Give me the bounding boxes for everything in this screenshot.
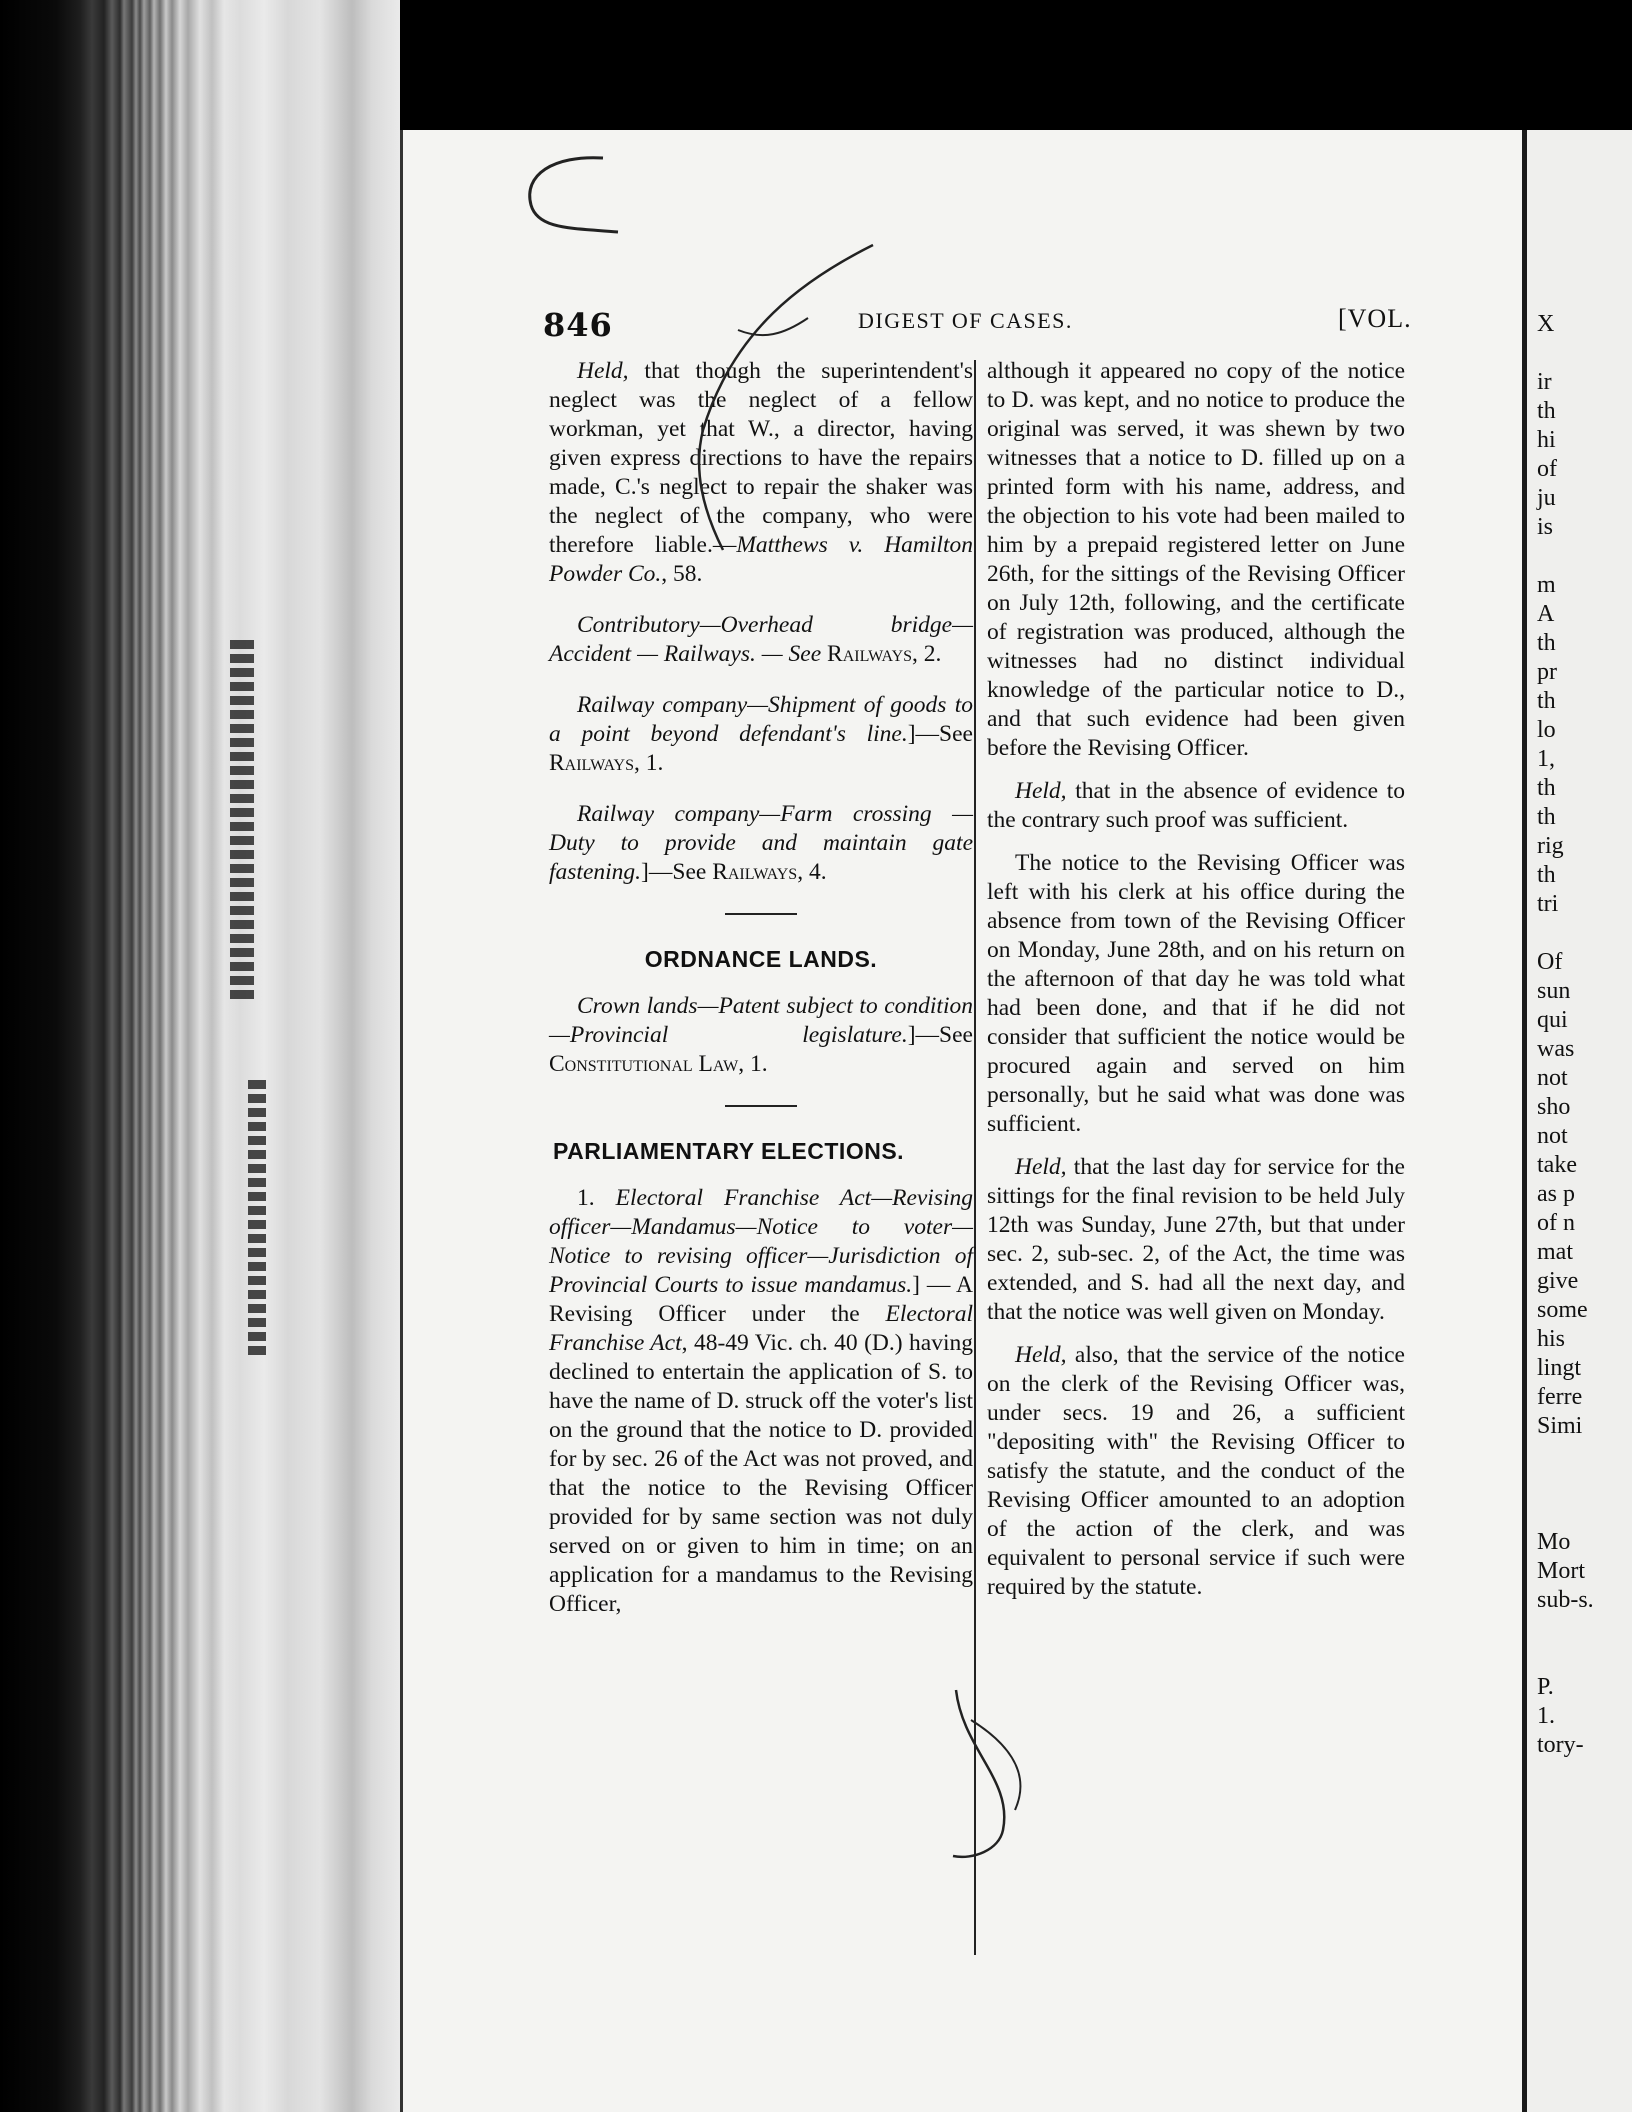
adjacent-line-fragment: th: [1537, 688, 1556, 714]
adjacent-line-fragment: th: [1537, 398, 1556, 424]
adjacent-line-fragment: is: [1537, 514, 1554, 540]
adjacent-line-fragment: pr: [1537, 659, 1557, 685]
adjacent-line-fragment: [1537, 542, 1632, 571]
adjacent-line-fragment: sho: [1537, 1094, 1571, 1120]
adjacent-line-fragment: ir: [1537, 369, 1552, 395]
book-page: [400, 130, 1525, 2112]
volume-label: [VOL.: [1338, 304, 1412, 333]
adjacent-line-fragment: Mo: [1537, 1529, 1571, 1555]
cross-reference: Crown lands—Patent subject to condition—Provincial legislature.]—See Constitutional Law, 1.: [549, 993, 973, 1077]
adjacent-line-fragment: [1537, 1615, 1632, 1644]
column-divider: [974, 360, 976, 1955]
held-paragraph: Held, that though the superintendent's neglect was the neglect of a fellow workman, yet that W., a director, having given express directions to have the repairs made, C.'s neglect to repair the shaker was the neglect of the company, who were therefore liable.—Matthews v. Hamilton Powder Co., 58.: [549, 358, 973, 587]
adjacent-line-fragment: his: [1537, 1326, 1566, 1352]
case-paragraph: The notice to the Revising Officer was left with his clerk at his office during the absence from town of the Revising Officer on Monday, June 28th, and on his return on the afternoon of that day he was told what had been done, and that if he did not consider that sufficient the notice would be procured again and served on him personally, but he said what was done was sufficient.: [987, 850, 1405, 1137]
adjacent-line-fragment: A: [1537, 601, 1555, 627]
adjacent-page-text: [1537, 310, 1632, 1760]
adjacent-line-fragment: give: [1537, 1268, 1579, 1294]
adjacent-line-fragment: Mort: [1537, 1558, 1585, 1584]
adjacent-line-fragment: not: [1537, 1065, 1568, 1091]
adjacent-line-fragment: tri: [1537, 891, 1559, 917]
adjacent-line-fragment: [1537, 1441, 1632, 1470]
section-heading: PARLIAMENTARY ELECTIONS.: [553, 1138, 905, 1164]
adjacent-line-fragment: Of: [1537, 949, 1563, 975]
held-paragraph: Held, that in the absence of evidence to the contrary such proof was sufficient.: [987, 778, 1405, 833]
adjacent-line-fragment: P.: [1537, 1674, 1554, 1700]
adjacent-line-fragment: th: [1537, 862, 1556, 888]
adjacent-line-fragment: th: [1537, 804, 1556, 830]
page-number: 846: [543, 306, 613, 344]
cross-reference: Railway company—Shipment of goods to a point beyond defendant's line.]—See Railways, 1.: [549, 692, 973, 776]
adjacent-line-fragment: sun: [1537, 978, 1571, 1004]
section-divider: [725, 913, 797, 915]
cross-reference: Contributory—Overhead bridge—Accident — Railways. — See Railways, 2.: [549, 612, 973, 667]
adjacent-line-fragment: some: [1537, 1297, 1588, 1323]
adjacent-line-fragment: th: [1537, 775, 1556, 801]
adjacent-line-fragment: take: [1537, 1152, 1577, 1178]
adjacent-line-fragment: [1537, 919, 1632, 948]
case-paragraph: although it appeared no copy of the notice to D. was kept, and no notice to produce the original was served, it was shewn by two witnesses that a notice to D. filled up on a printed form with his name, address, and the objection to his vote had been mailed to him by a prepaid registered letter on June 26th, for the sittings of the Revising Officer on July 12th, following, and the certificate of registration was produced, although the witnesses had no distinct individual knowledge of the particular notice to D., and that such evidence had been given before the Revising Officer.: [987, 358, 1405, 761]
adjacent-line-fragment: hi: [1537, 427, 1556, 453]
adjacent-line-fragment: X: [1537, 311, 1555, 337]
adjacent-line-fragment: [1537, 1499, 1632, 1528]
spine-stamp-mark: [230, 640, 254, 1000]
adjacent-line-fragment: of: [1537, 456, 1557, 482]
adjacent-line-fragment: lingt: [1537, 1355, 1582, 1381]
adjacent-line-fragment: m: [1537, 572, 1556, 598]
section-heading: ORDNANCE LANDS.: [644, 946, 878, 972]
case-paragraph: 1. Electoral Franchise Act—Revising officer—Mandamus—Notice to voter—Notice to revising officer—Jurisdiction of Provincial Courts to issue mandamus.] — A Revising Officer under the Electoral Franchise Act, 48-49 Vic. ch. 40 (D.) having declined to entertain the application of S. to have the name of D. struck off the voter's list on the ground that the notice to D. provided for by sec. 26 of the Act was not proved, and that the notice to the Revising Officer provided for by same section was not duly served on or given to him in time; on an application for a mandamus to the Revising Officer,: [549, 1185, 974, 1617]
held-paragraph: Held, that the last day for service for the sittings for the final revision to be held July 12th was Sunday, June 27th, but that under sec. 2, sub-sec. 2, of the Act, the time was extended, and S. had all the next day, and that the notice was well given on Monday.: [987, 1154, 1405, 1325]
spine-stamp-mark: [248, 1080, 266, 1360]
adjacent-line-fragment: of n: [1537, 1210, 1575, 1236]
adjacent-line-fragment: [1537, 339, 1632, 368]
left-column: [549, 357, 973, 1619]
adjacent-line-fragment: [1537, 1644, 1632, 1673]
adjacent-line-fragment: lo: [1537, 717, 1556, 743]
book-spine-edge: [0, 0, 400, 2112]
cross-reference: Railway company—Farm crossing —Duty to provide and maintain gate fastening.]—See Railways, 4.: [549, 801, 973, 885]
adjacent-line-fragment: as p: [1537, 1181, 1575, 1207]
adjacent-line-fragment: Simi: [1537, 1413, 1583, 1439]
adjacent-line-fragment: not: [1537, 1123, 1568, 1149]
held-paragraph: Held, also, that the service of the notice on the clerk of the Revising Officer was, under secs. 19 and 26, a sufficient "depositing with" the Revising Officer to satisfy the statute, and the conduct of the Revising Officer amounted to an adoption of the action of the clerk, and was equivalent to personal service if such were required by the statute.: [987, 1342, 1405, 1600]
adjacent-line-fragment: was: [1537, 1036, 1575, 1062]
adjacent-line-fragment: ferre: [1537, 1384, 1583, 1410]
running-title: DIGEST OF CASES.: [858, 308, 1073, 333]
adjacent-line-fragment: tory-: [1537, 1732, 1584, 1758]
adjacent-page-fragment: [1522, 130, 1632, 2112]
adjacent-line-fragment: th: [1537, 630, 1556, 656]
adjacent-line-fragment: ju: [1537, 485, 1556, 511]
adjacent-line-fragment: 1,: [1537, 746, 1555, 772]
adjacent-line-fragment: rig: [1537, 833, 1564, 859]
adjacent-line-fragment: sub-s.: [1537, 1587, 1594, 1613]
section-divider: [725, 1105, 797, 1107]
adjacent-line-fragment: 1.: [1537, 1703, 1555, 1729]
adjacent-line-fragment: mat: [1537, 1239, 1573, 1265]
adjacent-line-fragment: [1537, 1470, 1632, 1499]
adjacent-line-fragment: qui: [1537, 1007, 1568, 1033]
right-column: [987, 357, 1405, 1602]
page-header: [403, 306, 1525, 346]
